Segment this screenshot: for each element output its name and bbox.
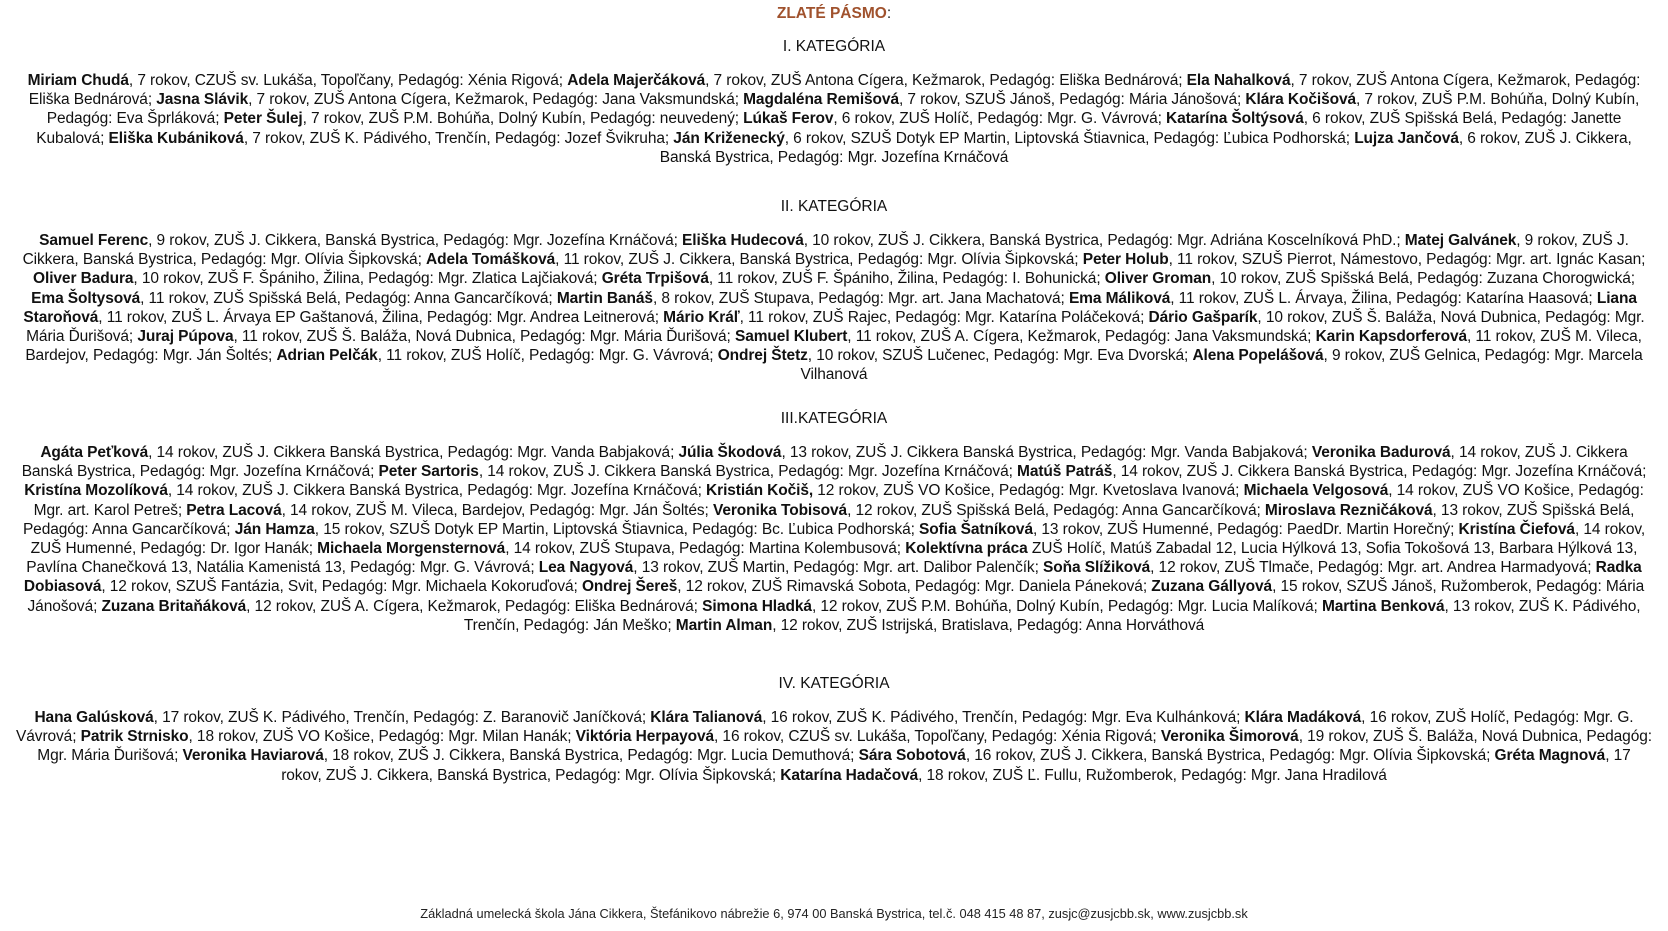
participant-details: , 13 rokov, ZUŠ J. Cikkera Banská Bystrica, Pedagóg: Mgr. Vanda Babjaková; [781,444,1312,461]
participant-details: , 14 rokov, ZUŠ J. Cikkera Banská Bystrica, Pedagóg: Mgr. Vanda Babjaková; [148,444,679,461]
participant-name: Hana Galúsková [34,709,154,726]
participant-name: Alena Popelášová [1192,347,1324,365]
participant-entry [1043,559,1596,576]
participant-details: , 14 rokov, ZUŠ Stupava, Pedagóg: Martina Kolembusová; [505,540,906,558]
participant-details: , 11 rokov, ZUŠ F. Špániho, Žilina, Pedagóg: I. Bohunická; [708,270,1105,288]
category-entries [15,231,1653,385]
category-entries [15,708,1653,785]
participant-entry [33,270,602,287]
participant-details: , 8 rokov, ZUŠ Stupava, Pedagóg: Mgr. art. Jana Machatová; [652,289,1069,307]
category-section-3 [15,409,1653,635]
participant-entry [743,91,1245,108]
participant-entry [24,482,706,499]
participant-details: , 10 rokov, ZUŠ Spišská Belá, Pedagóg: Zuzana Chorogwická; [1211,270,1635,288]
participant-name: Michaela Morgensternová [317,540,506,558]
participant-entry [673,130,1354,147]
participant-name: Klára Kočišová [1245,91,1357,109]
participant-entry [235,521,919,538]
participant-details: , 10 rokov, SZUŠ Lučenec, Pedagóg: Mgr. Eva Dvorská; [807,347,1193,365]
category-section-1 [15,37,1653,167]
participant-entry [28,72,568,89]
participant-name: Martina Benková [1321,597,1445,615]
participant-details: , 7 rokov, ZUŠ P.M. Bohúňa, Dolný Kubín, Pedagóg: Eva Šprláková; [46,91,1640,128]
participant-name: Veronika Badurová [1311,444,1451,461]
participant-entry [663,309,1148,326]
participant-name: Gréta Magnová [1494,747,1606,765]
participant-details: , 13 rokov, ZUŠ Martin, Pedagóg: Mgr. art. Dalibor Palenčík; [633,559,1043,577]
participant-name: Zuzana Gállyová [1151,578,1273,596]
participant-name: Oliver Badura [33,270,134,288]
participant-name: Veronika Haviarová [182,747,324,765]
participant-entry [859,747,1495,764]
participant-name: Sofia Šatníková [919,520,1033,538]
participant-name: Kristína Mozolíková [24,482,168,500]
participant-details: , 18 rokov, ZUŠ VO Košice, Pedagóg: Mgr. Milan Hanák; [188,728,576,746]
participant-name: Oliver Groman [1104,270,1212,288]
participant-name: Peter Šulej [223,110,303,128]
participant-name: Miroslava Rezničáková [1264,501,1433,519]
page-footer: Základná umelecká škola Jána Cikkera, Štefánikovo nábrežie 6, 974 00 Banská Bystrica, tel.č. 048 415 48 87, zusjc@zusjcbb.sk, www.zusjcbb.sk [420,906,1248,921]
participant-details: , 7 rokov, SZUŠ Jánoš, Pedagóg: Mária Jánošová; [898,91,1246,109]
participant-entry [539,559,1043,576]
participant-name: Adela Majerčáková [567,72,706,89]
participant-name: Adrian Pelčák [276,347,378,365]
participant-entry [582,578,1151,595]
participant-entry [650,709,1244,726]
participant-entry [702,598,1322,615]
participant-name: Lujza Jančová [1354,129,1459,147]
participant-name: Samuel Klubert [734,328,848,346]
participant-details: , 12 rokov, SZUŠ Fantázia, Svit, Pedagóg: Mgr. Michaela Kokoruďová; [101,578,582,596]
participant-name: Ondrej Štetz [717,347,808,365]
participant-name: Katarína Hadačová [780,766,919,784]
participant-name: Lúkaš Ferov [743,110,834,128]
participant-name: Gréta Trpišová [601,270,709,288]
participant-details: , 11 rokov, ZUŠ J. Cikkera, Banská Bystrica, Pedagóg: Mgr. Olívia Šipkovská; [555,251,1083,269]
participant-details: , 6 rokov, SZUŠ Dotyk EP Martin, Liptovská Štiavnica, Pedagóg: Ľubica Podhorská; [784,129,1355,147]
participant-entry [81,728,576,745]
participant-details: , 11 rokov, ZUŠ Š. Baláža, Nová Dubnica, Pedagóg: Mgr. Mária Ďurišová; [233,328,735,346]
participant-name: Eliška Hudecová [682,232,804,249]
participant-name: Katarína Šoltýsová [1166,110,1304,128]
participant-details: , 13 rokov, ZUŠ Humenné, Pedagóg: PaedDr. Martin Horečný; [1032,520,1459,538]
participant-name: Michaela Velgosová [1243,482,1389,500]
category-heading: II. KATEGÓRIA [780,198,888,215]
participant-entry [156,91,743,108]
participant-entry [31,290,557,307]
participant-name: Magdaléna Remišová [743,91,899,109]
participant-name: Petra Lacová [186,501,282,519]
participant-details: , 12 rokov, ZUŠ Rimavská Sobota, Pedagóg: Mgr. Daniela Páneková; [677,578,1152,596]
participant-entry [137,328,735,345]
participant-details: , 11 rokov, ZUŠ M. Vileca, Bardejov, Pedagóg: Mgr. Ján Šoltés; [25,328,1642,365]
participant-name: Ema Šoltysová [31,289,141,307]
participant-entry [713,502,1265,519]
participant-entry [706,482,1244,499]
participant-details: , 14 rokov, ZUŠ J. Cikkera Banská Bystrica, Pedagóg: Mgr. Jozefína Krnáčová; [167,482,707,500]
participant-name: Martin Banáš [556,289,653,307]
participant-details: , 9 rokov, ZUŠ J. Cikkera, Banská Bystrica, Pedagóg: Mgr. Olívia Šipkovská; [22,232,1629,269]
participant-details: , 17 rokov, ZUŠ K. Pádivého, Trenčín, Pedagóg: Z. Baranovič Janíčková; [153,709,651,726]
participant-name: Zuzana Britaňáková [101,597,247,615]
participant-details: , 7 rokov, ZUŠ P.M. Bohúňa, Dolný Kubín, Pedagóg: neuvedený; [302,110,744,128]
participant-name: Samuel Ferenc [39,232,149,249]
category-entries [15,443,1653,635]
participant-name: Adela Tomášková [426,251,556,269]
page-title [0,4,1668,24]
participant-name: Veronika Šimorová [1160,728,1299,746]
participant-name: Liana Staroňová [23,289,1637,326]
participant-details: , 17 rokov, ZUŠ J. Cikkera, Banská Bystrica, Pedagóg: Mgr. Olívia Šipkovská; [281,747,1631,784]
participant-details: , 19 rokov, ZUŠ Š. Baláža, Nová Dubnica, Pedagóg: Mgr. Mária Ďurišová; [37,728,1652,765]
participant-entry [317,540,905,557]
participant-entry [109,130,674,147]
participant-details: , 11 rokov, ZUŠ Rajec, Pedagóg: Mgr. Katarína Poláčeková; [739,308,1149,326]
participant-name: Ján Hamza [234,520,315,538]
participant-name: Júlia Škodová [678,444,782,461]
participant-entry [718,347,1193,364]
participant-details: , 16 rokov, ZUŠ J. Cikkera, Banská Bystrica, Pedagóg: Mgr. Olívia Šipkovská; [965,747,1495,765]
participant-details: , 7 rokov, CZUŠ sv. Lukáša, Topoľčany, Pedagóg: Xénia Rigová; [128,72,568,89]
participant-details: , 11 rokov, ZUŠ Holíč, Pedagóg: Mgr. G. Vávrová; [377,347,718,365]
participant-entry [676,617,1204,634]
participant-name: Lea Nagyová [538,559,634,577]
participant-name: Ondrej Šereš [581,578,678,596]
participant-details: , 16 rokov, CZUŠ sv. Lukáša, Topoľčany, Pedagóg: Xénia Rigová; [714,728,1161,746]
participant-details: , 6 rokov, ZUŠ J. Cikkera, Banská Bystrica, Pedagóg: Mgr. Jozefína Krnáčová [659,129,1632,166]
participant-name: Simona Hladká [702,597,812,615]
participant-details: , 13 rokov, ZUŠ K. Pádivého, Trenčín, Pedagóg: Ján Meško; [463,597,1641,634]
title-colon: : [886,5,892,22]
participant-entry [39,232,682,249]
participant-details: , 12 rokov, ZUŠ Istrijská, Bratislava, Pedagóg: Anna Horváthová [772,616,1205,634]
participant-entry [40,444,678,461]
participant-name: Patrik Strnisko [80,728,189,746]
participant-details: , 14 rokov, ZUŠ M. Vileca, Bardejov, Pedagóg: Mgr. Ján Šoltés; [281,501,713,519]
participant-details: , 18 rokov, ZUŠ J. Cikkera, Banská Bystrica, Pedagóg: Mgr. Lucia Demuthová; [323,747,859,765]
category-heading: IV. KATEGÓRIA [778,675,890,692]
participant-details: , 11 rokov, SZUŠ Pierrot, Námestovo, Pedagóg: Mgr. art. Ignác Kasan; [1168,251,1646,269]
participant-entry [186,502,713,519]
participant-name: Ela Nahalková [1186,72,1291,89]
participant-details: , 12 rokov, ZUŠ Tlmače, Pedagóg: Mgr. art. Andrea Harmadyová; [1150,559,1596,577]
participant-entry [735,328,1316,345]
participant-name: Mário Kráľ [663,308,740,326]
participant-details: , 12 rokov, ZUŠ P.M. Bohúňa, Dolný Kubín, Pedagóg: Mgr. Lucia Malíková; [811,597,1322,615]
participant-name: Radka Dobiasová [23,559,1642,596]
participant-name: Miriam Chudá [27,72,129,89]
participant-name: Klára Madáková [1244,709,1362,726]
participant-name: Jasna Slávik [156,91,249,109]
participant-details: , 6 rokov, ZUŠ Holíč, Pedagóg: Mgr. G. Vávrová; [833,110,1166,128]
participant-entry [1069,290,1597,307]
participant-details: , 10 rokov, ZUŠ J. Cikkera, Banská Bystrica, Pedagóg: Mgr. Adriána Koscelníková PhD.; [803,232,1405,249]
participant-name: Matúš Patráš [1017,463,1113,481]
participant-details: , 14 rokov, ZUŠ VO Košice, Pedagóg: Mgr. art. Karol Petreš; [33,482,1644,519]
participant-details: , 16 rokov, ZUŠ Holíč, Pedagóg: Mgr. G. Vávrová; [16,709,1634,746]
participant-name: Veronika Tobisová [712,501,848,519]
participant-entry [276,347,717,364]
participant-entry [576,728,1161,745]
participant-entry [1017,463,1646,480]
participant-details: , 11 rokov, ZUŠ A. Cígera, Kežmarok, Pedagóg: Jana Vaksmundská; [847,328,1316,346]
participant-name: Peter Sartoris [378,463,479,481]
participant-details: , 6 rokov, ZUŠ Spišská Belá, Pedagóg: Janette Kubalová; [36,110,1622,147]
participant-details: , 16 rokov, ZUŠ K. Pádivého, Trenčín, Pedagóg: Mgr. Eva Kulhánková; [762,709,1245,726]
participant-details: , 12 rokov, ZUŠ A. Cígera, Kežmarok, Pedagóg: Eliška Bednárová; [246,597,703,615]
participant-name: Soňa Slížiková [1043,559,1151,577]
participant-entry [379,463,1017,480]
title-highlight: ZLATÉ PÁSMO [776,5,887,22]
participant-details: , 14 rokov, ZUŠ J. Cikkera Banská Bystrica, Pedagóg: Mgr. Jozefína Krnáčová; [21,444,1628,481]
participant-details: , 10 rokov, ZUŠ F. Špániho, Žilina, Pedagóg: Mgr. Zlatica Lajčiaková; [133,270,602,288]
participant-details: , 15 rokov, SZUŠ Jánoš, Ružomberok, Pedagóg: Mária Jánošová; [27,578,1645,615]
participant-entry [426,251,1083,268]
participant-name: Agáta Peťková [40,444,149,461]
participant-name: Ema Máliková [1068,289,1171,307]
participant-entry [919,521,1458,538]
participant-entry [679,444,1312,461]
participant-entry [567,72,1186,89]
participant-entry [34,709,650,726]
participant-name: Juraj Púpova [137,328,234,346]
participant-details: , 14 rokov, ZUŠ J. Cikkera Banská Bystrica, Pedagóg: Mgr. Jozefína Krnáčová; [1112,463,1647,481]
participant-details: , 7 rokov, ZUŠ Antona Cígera, Kežmarok, Pedagóg: Jana Vaksmundská; [248,91,744,109]
participant-name: Viktória Herpayová [575,728,715,746]
participant-entry [557,290,1069,307]
participant-entry [602,270,1105,287]
participant-details: , 11 rokov, ZUŠ Spišská Belá, Pedagóg: Anna Gancarčíková; [140,289,557,307]
category-entries [15,71,1653,167]
participant-name: Karin Kapsdorferová [1315,328,1468,346]
category-section-4 [15,674,1653,785]
participant-name: Martin Alman [675,616,773,634]
participant-entry [780,767,1387,784]
participant-details: , 12 rokov, ZUŠ Spišská Belá, Pedagóg: Anna Gancarčíková; [847,501,1265,519]
participant-entry [1083,251,1646,268]
participant-details: , 11 rokov, ZUŠ L. Árvaya, Žilina, Pedagóg: Katarína Haasová; [1170,289,1597,307]
participant-name: Kolektívna práca [905,540,1028,558]
participant-entry [682,232,1405,249]
participant-name: Ján Križenecký [673,129,785,147]
participant-details: , 14 rokov, ZUŠ Humenné, Pedagóg: Dr. Igor Hanák; [30,520,1646,558]
participant-details: , 7 rokov, ZUŠ Antona Cígera, Kežmarok, Pedagóg: Eliška Bednárová; [705,72,1187,89]
participant-details: , 11 rokov, ZUŠ L. Árvaya EP Gaštanová, Žilina, Pedagóg: Mgr. Andrea Leitnerová; [98,308,664,326]
participant-name: Dário Gašparík [1148,308,1258,326]
participant-name: Sára Sobotová [858,747,966,765]
participant-name: Kristián Kočiš, [706,482,814,500]
participant-details: , 7 rokov, ZUŠ K. Pádivého, Trenčín, Pedagóg: Jozef Švikruha; [243,129,674,147]
participant-name: Eliška Kubániková [108,129,244,147]
participant-entry [183,747,859,764]
participant-entry [102,598,703,615]
participant-details: , 9 rokov, ZUŠ J. Cikkera, Banská Bystrica, Pedagóg: Mgr. Jozefína Krnáčová; [148,232,683,249]
participant-entry [1105,270,1635,287]
participant-name: Peter Holub [1082,251,1169,269]
category-heading: III.KATEGÓRIA [780,410,888,427]
participant-entry [743,110,1166,127]
participant-details: , 10 rokov, ZUŠ Š. Baláža, Nová Dubnica, Pedagóg: Mgr. Mária Ďurišová; [26,308,1645,346]
category-heading: I. KATEGÓRIA [782,38,886,55]
participant-name: Matej Galvánek [1404,232,1517,249]
participant-details: , 7 rokov, ZUŠ Antona Cígera, Kežmarok, Pedagóg: Eliška Bednárová; [28,72,1641,109]
participant-entry [224,110,744,127]
participant-name: Kristína Čiefová [1458,520,1575,538]
category-section-2 [15,197,1653,385]
participant-details: , 14 rokov, ZUŠ J. Cikkera Banská Bystrica, Pedagóg: Mgr. Jozefína Krnáčová; [478,463,1018,481]
participant-name: Klára Talianová [650,709,763,726]
participant-details: ZUŠ Holíč, Matúš Zabadal 12, Lucia Hýlková 13, Sofia Tokošová 13, Barbara Hýlková 13, Pavlína Chanečková 13, Natália Kamenistá 13, Pedagóg: Mgr. G. Vávrová; [26,540,1638,577]
participant-details: , 15 rokov, SZUŠ Dotyk EP Martin, Liptovská Štiavnica, Pedagóg: Bc. Ľubica Podhorská; [314,520,920,538]
participant-details: 12 rokov, ZUŠ VO Košice, Pedagóg: Mgr. Kvetoslava Ivanová; [813,482,1244,500]
participant-details: , 9 rokov, ZUŠ Gelnica, Pedagóg: Mgr. Marcela Vilhanová [800,347,1643,384]
participant-details: , 18 rokov, ZUŠ Ľ. Fullu, Ružomberok, Pedagóg: Mgr. Jana Hradilová [918,766,1387,784]
participant-details: , 13 rokov, ZUŠ Spišská Belá, Pedagóg: Anna Gancarčíková; [22,501,1635,538]
